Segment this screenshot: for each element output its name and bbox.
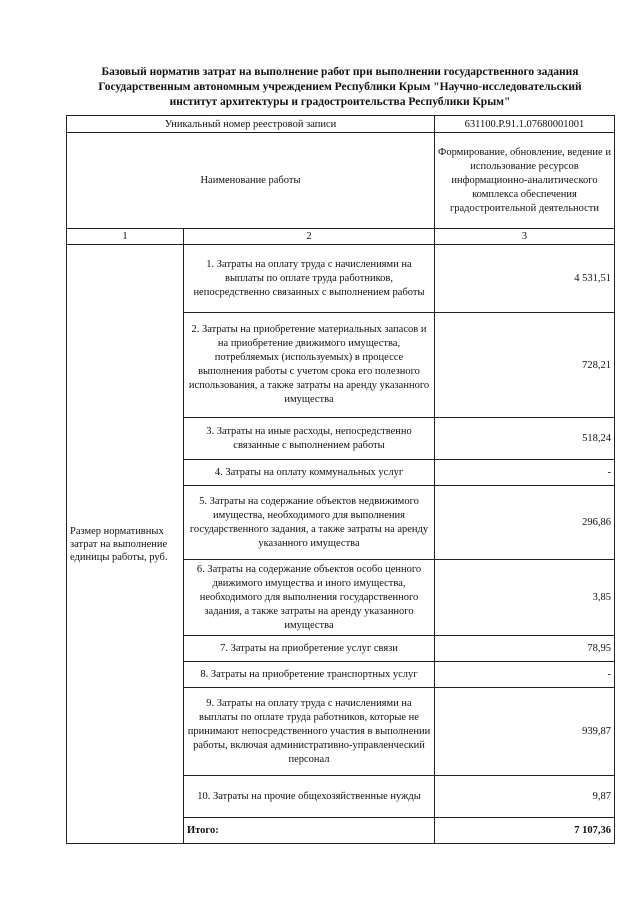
table-row xyxy=(67,245,615,313)
work-name-value: Формирование, обновление, ведение и использование ресурсов информационно-аналитического комплекса обеспечения градостроительной деятельности xyxy=(435,133,615,229)
item-value: 939,87 xyxy=(435,688,615,776)
title-line-3: институт архитектуры и градостроительства Республики Крым" xyxy=(169,96,511,108)
item-text: 6. Затраты на содержание объектов особо ценного движимого имущества и иного имущества, необходимого для выполнения государственного задания, а также затраты на аренду указанного имущества xyxy=(184,560,435,636)
item-value: 78,95 xyxy=(435,636,615,662)
registry-value: 631100.Р.91.1.07680001001 xyxy=(435,116,615,133)
column-number-1: 1 xyxy=(67,229,184,245)
row-label: Размер нормативных затрат на выполнение единицы работы, руб. xyxy=(67,245,184,844)
document-title xyxy=(70,65,610,110)
registry-label: Уникальный номер реестровой записи xyxy=(67,116,435,133)
item-text: 3. Затраты на иные расходы, непосредственно связанные с выполнением работы xyxy=(184,418,435,460)
item-text: 4. Затраты на оплату коммунальных услуг xyxy=(184,460,435,486)
item-value: - xyxy=(435,662,615,688)
total-value: 7 107,36 xyxy=(435,818,615,844)
column-numbers-row xyxy=(67,229,615,245)
item-value: 296,86 xyxy=(435,486,615,560)
item-text: 2. Затраты на приобретение материальных запасов и на приобретение движимого имущества, потребляемых (используемых) в процессе выполнения работы с учетом срока его полезного использования, а также затраты на аренду указанного имущества xyxy=(184,313,435,418)
item-text: 8. Затраты на приобретение транспортных услуг xyxy=(184,662,435,688)
item-value: 4 531,51 xyxy=(435,245,615,313)
cost-table xyxy=(66,115,615,844)
work-name-row xyxy=(67,133,615,229)
item-value: 518,24 xyxy=(435,418,615,460)
item-value: - xyxy=(435,460,615,486)
title-line-2: Государственным автономным учреждением Республики Крым "Научно-исследовательский xyxy=(98,81,582,93)
item-text: 10. Затраты на прочие общехозяйственные нужды xyxy=(184,776,435,818)
item-value: 728,21 xyxy=(435,313,615,418)
registry-row xyxy=(67,116,615,133)
item-text: 9. Затраты на оплату труда с начислениями на выплаты по оплате труда работников, которые не принимают непосредственного участия в выполнении работы, включая административно-управленческий персонал xyxy=(184,688,435,776)
item-value: 3,85 xyxy=(435,560,615,636)
item-text: 5. Затраты на содержание объектов недвижимого имущества, необходимого для выполнения государственного задания, а также затраты на аренду указанного имущества xyxy=(184,486,435,560)
column-number-2: 2 xyxy=(184,229,435,245)
item-text: 1. Затраты на оплату труда с начислениями на выплаты по оплате труда работников, непосредственно связанных с выполнением работы xyxy=(184,245,435,313)
column-number-3: 3 xyxy=(435,229,615,245)
work-name-label: Наименование работы xyxy=(67,133,435,229)
total-label: Итого: xyxy=(184,818,435,844)
title-line-1: Базовый норматив затрат на выполнение работ при выполнении государственного задания xyxy=(101,66,579,78)
item-value: 9,87 xyxy=(435,776,615,818)
item-text: 7. Затраты на приобретение услуг связи xyxy=(184,636,435,662)
